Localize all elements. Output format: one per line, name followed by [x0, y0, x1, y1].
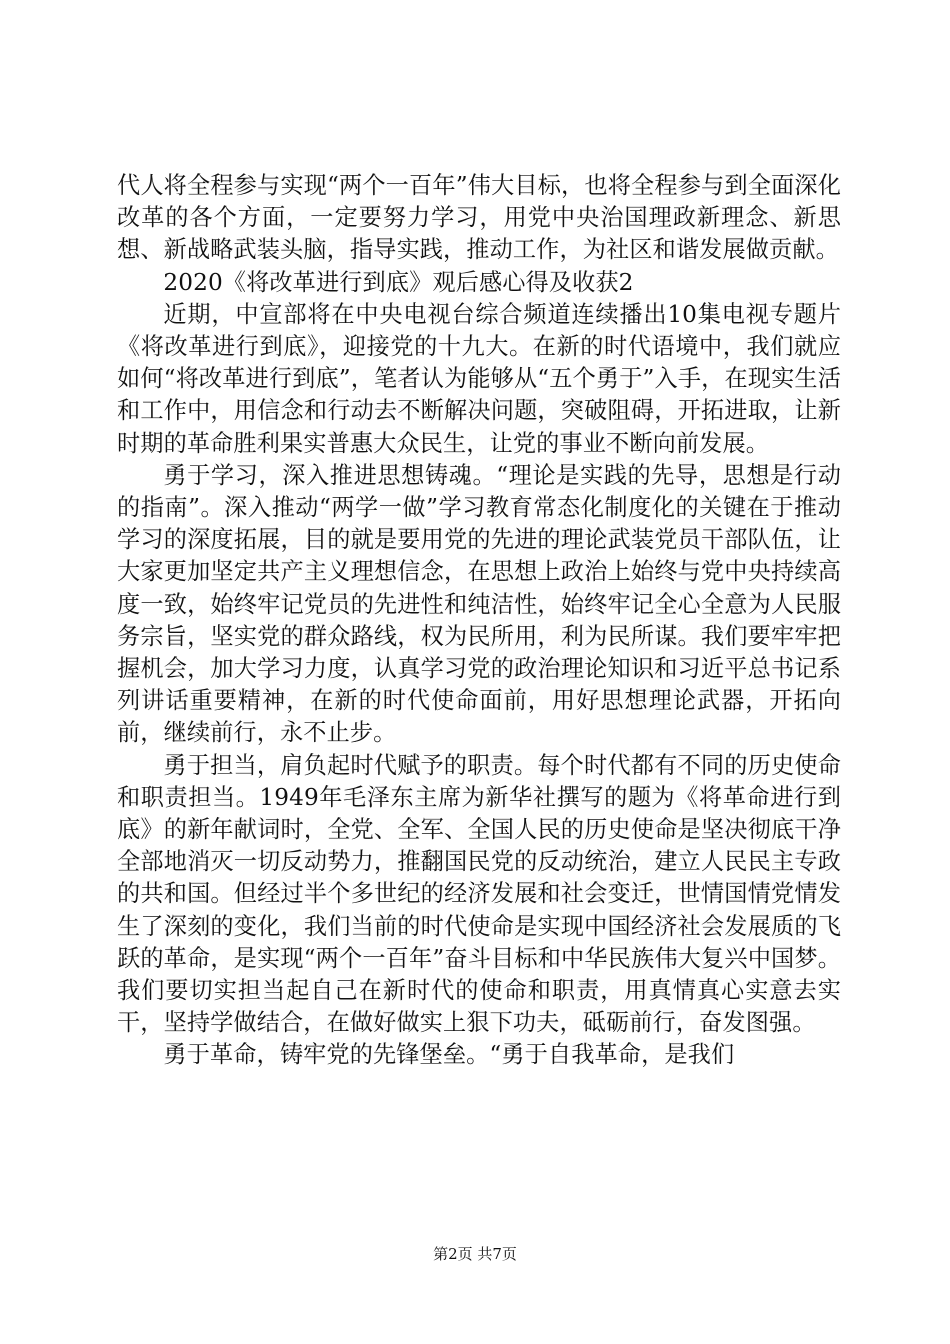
- page-footer: 第2页 共7页: [433, 1245, 517, 1263]
- paragraph-revolution: 勇于革命，铸牢党的先锋堡垒。“勇于自我革命，是我们: [163, 1041, 735, 1069]
- section-heading: 2020《将改革进行到底》观后感心得及收获2: [163, 268, 634, 296]
- body-text: [117, 170, 841, 1072]
- paragraph-continuation: 代人将全程参与实现“两个一百年”伟大目标，也将全程参与到全面深化改革的各个方面，一定要努力学习，用党中央治国理政新理念、新思想、新战略武装头脑，指导实践，推动工作，为社区和谐发展做贡献。: [117, 172, 841, 264]
- paragraph-intro: 近期，中宣部将在中央电视台综合频道连续播出10集电视专题片《将改革进行到底》，迎接党的十九大。在新的时代语境中，我们就应如何“将改革进行到底”，笔者认为能够从“五个勇于”入手，在现实生活和工作中，用信念和行动去不断解决问题，突破阻碍，开拓进取，让新时期的革命胜利果实普惠大众民生，让党的事业不断向前发展。: [117, 300, 841, 457]
- paragraph-responsibility: 勇于担当，肩负起时代赋予的职责。每个时代都有不同的历史使命和职责担当。1949年毛泽东主席为新华社撰写的题为《将革命进行到底》的新年献词时，全党、全军、全国人民的历史使命是坚决彻底干净全部地消灭一切反动势力，推翻国民党的反动统治，建立人民民主专政的共和国。但经过半个多世纪的经济发展和社会变迁，世情国情党情发生了深刻的变化，我们当前的时代使命是实现中国经济社会发展质的飞跃的革命，是实现“两个一百年”奋斗目标和中华民族伟大复兴中国梦。我们要切实担当起自己在新时代的使命和职责，用真情真心实意去实干，坚持学做结合，在做好做实上狠下功夫，砥砺前行，奋发图强。: [117, 751, 841, 1037]
- paragraph-study: 勇于学习，深入推进思想铸魂。“理论是实践的先导，思想是行动的指南”。深入推动“两学一做”学习教育常态化制度化的关键在于推动学习的深度拓展，目的就是要用党的先进的理论武装党员干部队伍，让大家更加坚定共产主义理想信念，在思想上政治上始终与党中央持续高度一致，始终牢记党员的先进性和纯洁性，始终牢记全心全意为人民服务宗旨，坚实党的群众路线，权为民所用，利为民所谋。我们要牢牢把握机会，加大学习力度，认真学习党的政治理论知识和习近平总书记系列讲话重要精神，在新的时代使命面前，用好思想理论武器，开拓向前，继续前行，永不止步。: [117, 461, 841, 747]
